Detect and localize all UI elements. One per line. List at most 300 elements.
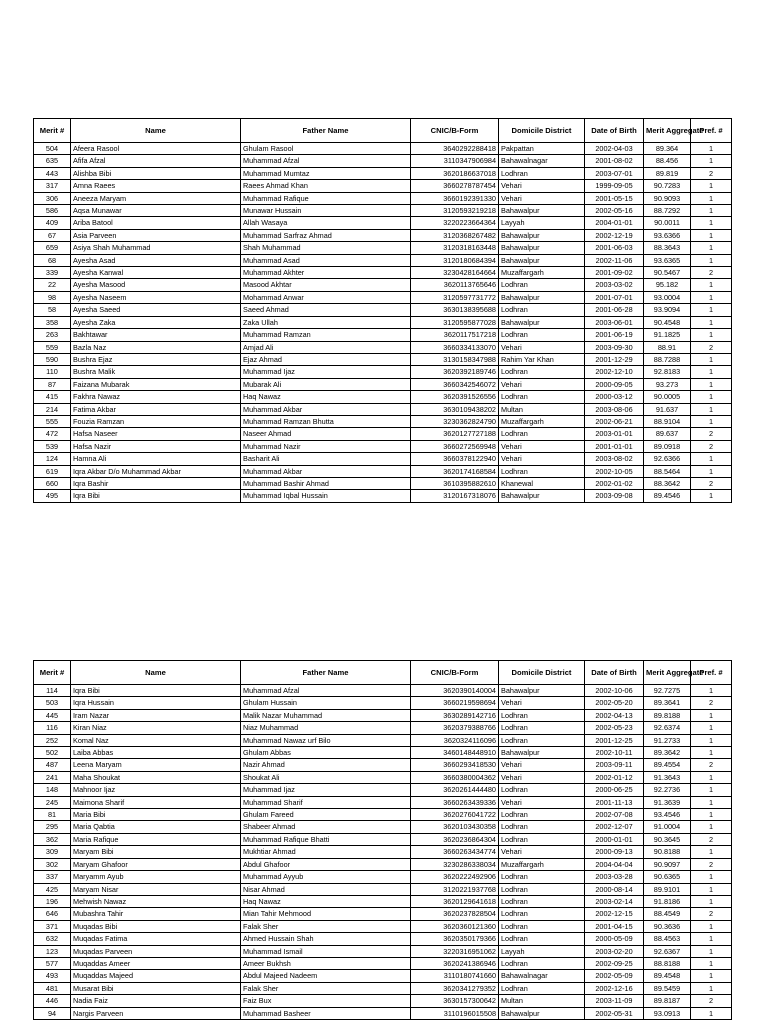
cell-merit-number: 586	[34, 205, 71, 217]
cell-merit-aggregate: 91.637	[644, 403, 691, 415]
table-row	[34, 970, 732, 982]
cell-merit-number: 148	[34, 784, 71, 796]
cell-preference: 1	[691, 685, 732, 697]
cell-domicile-district: Lodhran	[499, 982, 585, 994]
table-row	[34, 833, 732, 845]
cell-name: Ariba Batool	[71, 217, 241, 229]
column-header-merit-aggregate: Merit Aggregate	[644, 661, 691, 685]
cell-cnic: 3620390140004	[411, 685, 499, 697]
table-row	[34, 858, 732, 870]
cell-father-name: Raees Ahmad Khan	[241, 180, 411, 192]
cell-merit-aggregate: 88.5464	[644, 465, 691, 477]
cell-father-name: Muhammad Mumtaz	[241, 167, 411, 179]
cell-merit-aggregate: 89.5459	[644, 982, 691, 994]
cell-cnic: 3120180684394	[411, 254, 499, 266]
cell-cnic: 3220316951062	[411, 945, 499, 957]
cell-cnic: 3120221937768	[411, 883, 499, 895]
cell-name: Ayesha Naseem	[71, 291, 241, 303]
cell-date-of-birth: 2001-05-15	[585, 192, 644, 204]
cell-father-name: Ghulam Fareed	[241, 809, 411, 821]
cell-name: Maria Rafique	[71, 833, 241, 845]
table-row	[34, 477, 732, 489]
cell-name: Muqadas Bibi	[71, 920, 241, 932]
cell-name: Bazla Naz	[71, 341, 241, 353]
cell-father-name: Nisar Ahmad	[241, 883, 411, 895]
cell-preference: 2	[691, 341, 732, 353]
cell-date-of-birth: 2002-10-11	[585, 747, 644, 759]
cell-merit-number: 124	[34, 453, 71, 465]
cell-domicile-district: Bahawalpur	[499, 254, 585, 266]
cell-cnic: 3110180741660	[411, 970, 499, 982]
cell-date-of-birth: 2003-09-11	[585, 759, 644, 771]
cell-cnic: 3640292288418	[411, 143, 499, 155]
cell-cnic: 3620236864304	[411, 833, 499, 845]
cell-merit-aggregate: 90.9097	[644, 858, 691, 870]
cell-merit-aggregate: 93.0913	[644, 1007, 691, 1019]
cell-preference: 2	[691, 477, 732, 489]
cell-merit-aggregate: 93.6365	[644, 254, 691, 266]
table-row	[34, 796, 732, 808]
cell-name: Hamna Ali	[71, 453, 241, 465]
cell-father-name: Muhammad Basheer	[241, 1007, 411, 1019]
cell-merit-aggregate: 91.3643	[644, 771, 691, 783]
cell-merit-number: 116	[34, 722, 71, 734]
cell-merit-number: 445	[34, 709, 71, 721]
cell-merit-aggregate: 90.7283	[644, 180, 691, 192]
table-row	[34, 809, 732, 821]
cell-preference: 2	[691, 428, 732, 440]
cell-merit-number: 539	[34, 440, 71, 452]
cell-date-of-birth: 2000-05-09	[585, 933, 644, 945]
cell-father-name: Faiz Bux	[241, 995, 411, 1007]
table-row	[34, 933, 732, 945]
column-header-cnic: CNIC/B-Form	[411, 119, 499, 143]
cell-preference: 1	[691, 378, 732, 390]
table-row	[34, 279, 732, 291]
cell-merit-number: 339	[34, 267, 71, 279]
cell-domicile-district: Muzaffargarh	[499, 858, 585, 870]
cell-date-of-birth: 2001-12-25	[585, 734, 644, 746]
cell-merit-number: 302	[34, 858, 71, 870]
cell-father-name: Malik Nazar Muhammad	[241, 709, 411, 721]
cell-date-of-birth: 2003-06-01	[585, 316, 644, 328]
cell-father-name: Muhammad Ramzan	[241, 329, 411, 341]
cell-name: Muqadas Fatima	[71, 933, 241, 945]
cell-date-of-birth: 2003-09-30	[585, 341, 644, 353]
table-row	[34, 957, 732, 969]
cell-merit-aggregate: 89.9101	[644, 883, 691, 895]
cell-name: Amna Raees	[71, 180, 241, 192]
table-row	[34, 366, 732, 378]
cell-domicile-district: Bahawalpur	[499, 229, 585, 241]
cell-preference: 1	[691, 957, 732, 969]
cell-preference: 1	[691, 490, 732, 502]
cell-name: Iqra Akbar D/o Muhammad Akbar	[71, 465, 241, 477]
table-row	[34, 217, 732, 229]
cell-preference: 1	[691, 366, 732, 378]
cell-merit-aggregate: 88.4563	[644, 933, 691, 945]
cell-merit-aggregate: 89.4554	[644, 759, 691, 771]
cell-domicile-district: Lodhran	[499, 833, 585, 845]
cell-name: Leena Maryam	[71, 759, 241, 771]
cell-merit-aggregate: 89.8187	[644, 995, 691, 1007]
cell-date-of-birth: 2002-05-16	[585, 205, 644, 217]
cell-preference: 1	[691, 391, 732, 403]
cell-cnic: 3130158347988	[411, 353, 499, 365]
cell-merit-number: 446	[34, 995, 71, 1007]
cell-date-of-birth: 2003-08-06	[585, 403, 644, 415]
cell-date-of-birth: 2002-04-03	[585, 143, 644, 155]
cell-domicile-district: Layyah	[499, 217, 585, 229]
cell-cnic: 3630157300642	[411, 995, 499, 1007]
cell-merit-number: 504	[34, 143, 71, 155]
cell-name: Muqadas Parveen	[71, 945, 241, 957]
cell-preference: 1	[691, 871, 732, 883]
cell-merit-number: 58	[34, 304, 71, 316]
cell-merit-number: 22	[34, 279, 71, 291]
table-row	[34, 821, 732, 833]
cell-father-name: Muhammad Ijaz	[241, 784, 411, 796]
cell-merit-aggregate: 88.91	[644, 341, 691, 353]
cell-cnic: 3620222492906	[411, 871, 499, 883]
cell-merit-aggregate: 95.182	[644, 279, 691, 291]
cell-domicile-district: Vehari	[499, 453, 585, 465]
table-row	[34, 428, 732, 440]
cell-date-of-birth: 2001-06-03	[585, 242, 644, 254]
cell-father-name: Ejaz Ahmad	[241, 353, 411, 365]
cell-merit-number: 619	[34, 465, 71, 477]
cell-merit-number: 98	[34, 291, 71, 303]
cell-preference: 1	[691, 304, 732, 316]
cell-father-name: Muhammad Ijaz	[241, 366, 411, 378]
table-row	[34, 982, 732, 994]
cell-cnic: 3630109438202	[411, 403, 499, 415]
cell-domicile-district: Bahawalpur	[499, 1007, 585, 1019]
cell-cnic: 3660263434774	[411, 846, 499, 858]
table-row	[34, 895, 732, 907]
cell-date-of-birth: 2003-07-01	[585, 167, 644, 179]
cell-cnic: 3620237828504	[411, 908, 499, 920]
table-row	[34, 945, 732, 957]
cell-date-of-birth: 2002-12-07	[585, 821, 644, 833]
cell-name: Ayesha Masood	[71, 279, 241, 291]
cell-name: Fakhra Nawaz	[71, 391, 241, 403]
cell-merit-number: 81	[34, 809, 71, 821]
cell-date-of-birth: 1999-09-05	[585, 180, 644, 192]
cell-date-of-birth: 2000-01-01	[585, 833, 644, 845]
cell-merit-aggregate: 88.7288	[644, 353, 691, 365]
cell-preference: 2	[691, 908, 732, 920]
cell-name: Maryam Nisar	[71, 883, 241, 895]
cell-date-of-birth: 2001-09-02	[585, 267, 644, 279]
table-row	[34, 453, 732, 465]
cell-domicile-district: Lodhran	[499, 734, 585, 746]
cell-merit-aggregate: 93.273	[644, 378, 691, 390]
table-row	[34, 316, 732, 328]
cell-merit-aggregate: 92.7275	[644, 685, 691, 697]
cell-merit-number: 241	[34, 771, 71, 783]
cell-cnic: 3620127727188	[411, 428, 499, 440]
cell-merit-aggregate: 90.3636	[644, 920, 691, 932]
cell-name: Maryam Bibi	[71, 846, 241, 858]
cell-merit-aggregate: 90.3645	[644, 833, 691, 845]
cell-date-of-birth: 2000-09-05	[585, 378, 644, 390]
cell-merit-aggregate: 89.364	[644, 143, 691, 155]
cell-merit-number: 495	[34, 490, 71, 502]
cell-name: Ayesha Saeed	[71, 304, 241, 316]
cell-cnic: 3220223664364	[411, 217, 499, 229]
cell-domicile-district: Pakpattan	[499, 143, 585, 155]
cell-cnic: 3230362824790	[411, 415, 499, 427]
table-row	[34, 415, 732, 427]
cell-father-name: Niaz Muhammad	[241, 722, 411, 734]
cell-date-of-birth: 2002-12-19	[585, 229, 644, 241]
cell-domicile-district: Lodhran	[499, 167, 585, 179]
cell-domicile-district: Vehari	[499, 796, 585, 808]
cell-preference: 1	[691, 945, 732, 957]
cell-preference: 1	[691, 970, 732, 982]
cell-merit-number: 503	[34, 697, 71, 709]
cell-preference: 1	[691, 229, 732, 241]
cell-preference: 1	[691, 883, 732, 895]
cell-father-name: Muhammad Ayyub	[241, 871, 411, 883]
cell-date-of-birth: 2002-10-06	[585, 685, 644, 697]
cell-father-name: Falak Sher	[241, 920, 411, 932]
cell-domicile-district: Bahawalpur	[499, 316, 585, 328]
table-row	[34, 722, 732, 734]
cell-cnic: 3660278787454	[411, 180, 499, 192]
cell-domicile-district: Lodhran	[499, 391, 585, 403]
cell-name: Iqra Hussain	[71, 697, 241, 709]
cell-preference: 2	[691, 833, 732, 845]
table-row	[34, 759, 732, 771]
cell-cnic: 3660380004362	[411, 771, 499, 783]
cell-domicile-district: Lodhran	[499, 329, 585, 341]
cell-cnic: 3620391526556	[411, 391, 499, 403]
cell-cnic: 3620261444480	[411, 784, 499, 796]
cell-father-name: Muhammad Rafique Bhatti	[241, 833, 411, 845]
cell-father-name: Ahmed Hussain Shah	[241, 933, 411, 945]
cell-father-name: Shabeer Ahmad	[241, 821, 411, 833]
cell-name: Maryamm Ayub	[71, 871, 241, 883]
table-header	[34, 661, 732, 685]
cell-father-name: Shoukat Ali	[241, 771, 411, 783]
cell-merit-number: 67	[34, 229, 71, 241]
cell-name: Bakhtawar	[71, 329, 241, 341]
cell-merit-aggregate: 90.6365	[644, 871, 691, 883]
cell-name: Iqra Bibi	[71, 685, 241, 697]
cell-merit-aggregate: 90.0005	[644, 391, 691, 403]
cell-father-name: Ghulam Rasool	[241, 143, 411, 155]
cell-cnic: 3630138395688	[411, 304, 499, 316]
cell-merit-number: 317	[34, 180, 71, 192]
cell-cnic: 3120318163448	[411, 242, 499, 254]
cell-domicile-district: Vehari	[499, 759, 585, 771]
cell-date-of-birth: 2000-03-12	[585, 391, 644, 403]
table-row	[34, 242, 732, 254]
cell-merit-aggregate: 91.3639	[644, 796, 691, 808]
cell-father-name: Mukhtiar Ahmad	[241, 846, 411, 858]
cell-merit-aggregate: 92.8183	[644, 366, 691, 378]
cell-father-name: Muhammad Afzal	[241, 685, 411, 697]
cell-merit-aggregate: 90.9093	[644, 192, 691, 204]
cell-merit-number: 443	[34, 167, 71, 179]
cell-preference: 1	[691, 821, 732, 833]
cell-cnic: 3660342546072	[411, 378, 499, 390]
cell-cnic: 3620379388766	[411, 722, 499, 734]
cell-merit-number: 425	[34, 883, 71, 895]
cell-domicile-district: Multan	[499, 403, 585, 415]
cell-merit-aggregate: 90.0011	[644, 217, 691, 229]
table-row	[34, 403, 732, 415]
cell-domicile-district: Lodhran	[499, 366, 585, 378]
cell-date-of-birth: 2002-04-13	[585, 709, 644, 721]
column-header-date-of-birth: Date of Birth	[585, 119, 644, 143]
cell-cnic: 3660334133070	[411, 341, 499, 353]
cell-cnic: 3660192391330	[411, 192, 499, 204]
cell-name: Mahnoor Ijaz	[71, 784, 241, 796]
table-row	[34, 490, 732, 502]
cell-cnic: 3610395882610	[411, 477, 499, 489]
table-row	[34, 291, 732, 303]
cell-cnic: 3120167318076	[411, 490, 499, 502]
cell-cnic: 3110196015508	[411, 1007, 499, 1019]
table-row	[34, 871, 732, 883]
cell-merit-aggregate: 89.0918	[644, 440, 691, 452]
table-row	[34, 341, 732, 353]
cell-name: Afifa Afzal	[71, 155, 241, 167]
cell-preference: 1	[691, 920, 732, 932]
cell-domicile-district: Lodhran	[499, 809, 585, 821]
cell-date-of-birth: 2004-01-01	[585, 217, 644, 229]
cell-preference: 1	[691, 205, 732, 217]
cell-father-name: Muhammad Akhter	[241, 267, 411, 279]
cell-father-name: Munawar Hussain	[241, 205, 411, 217]
table-row	[34, 180, 732, 192]
cell-cnic: 3620117517218	[411, 329, 499, 341]
table-row	[34, 353, 732, 365]
cell-father-name: Shah Muhammad	[241, 242, 411, 254]
cell-preference: 1	[691, 415, 732, 427]
cell-domicile-district: Lodhran	[499, 428, 585, 440]
column-header-merit-number: Merit #	[34, 119, 71, 143]
cell-merit-number: 309	[34, 846, 71, 858]
cell-preference: 2	[691, 167, 732, 179]
cell-father-name: Naseer Ahmad	[241, 428, 411, 440]
cell-father-name: Haq Nawaz	[241, 895, 411, 907]
cell-cnic: 3120368267482	[411, 229, 499, 241]
cell-father-name: Mohammad Anwar	[241, 291, 411, 303]
cell-name: Iram Nazar	[71, 709, 241, 721]
cell-father-name: Masood Akhtar	[241, 279, 411, 291]
cell-domicile-district: Lodhran	[499, 465, 585, 477]
cell-name: Hafsa Naseer	[71, 428, 241, 440]
cell-preference: 1	[691, 1007, 732, 1019]
cell-merit-number: 493	[34, 970, 71, 982]
table-row	[34, 254, 732, 266]
cell-name: Maha Shoukat	[71, 771, 241, 783]
cell-domicile-district: Lodhran	[499, 279, 585, 291]
cell-merit-aggregate: 88.456	[644, 155, 691, 167]
cell-name: Aneeza Maryam	[71, 192, 241, 204]
cell-father-name: Haq Nawaz	[241, 391, 411, 403]
cell-date-of-birth: 2002-05-23	[585, 722, 644, 734]
cell-domicile-district: Vehari	[499, 192, 585, 204]
cell-father-name: Zaka Ullah	[241, 316, 411, 328]
cell-domicile-district: Lodhran	[499, 304, 585, 316]
cell-merit-aggregate: 90.4548	[644, 316, 691, 328]
cell-domicile-district: Multan	[499, 995, 585, 1007]
cell-preference: 1	[691, 254, 732, 266]
cell-merit-number: 409	[34, 217, 71, 229]
cell-father-name: Muhammad Nazir	[241, 440, 411, 452]
cell-merit-number: 337	[34, 871, 71, 883]
cell-merit-aggregate: 90.5467	[644, 267, 691, 279]
cell-cnic: 3620129641618	[411, 895, 499, 907]
cell-name: Iqra Bibi	[71, 490, 241, 502]
cell-date-of-birth: 2001-08-02	[585, 155, 644, 167]
cell-father-name: Muhammad Bashir Ahmad	[241, 477, 411, 489]
cell-preference: 2	[691, 697, 732, 709]
merit-table-2	[33, 660, 732, 1020]
cell-merit-number: 263	[34, 329, 71, 341]
cell-merit-aggregate: 92.6366	[644, 453, 691, 465]
cell-cnic: 3460148448910	[411, 747, 499, 759]
cell-cnic: 3620113765646	[411, 279, 499, 291]
cell-father-name: Muhammad Rafique	[241, 192, 411, 204]
cell-father-name: Muhammad Sarfraz Ahmad	[241, 229, 411, 241]
cell-preference: 2	[691, 759, 732, 771]
cell-preference: 1	[691, 465, 732, 477]
cell-name: Asiya Shah Muhammad	[71, 242, 241, 254]
cell-cnic: 3620186637018	[411, 167, 499, 179]
cell-name: Fouzia Ramzan	[71, 415, 241, 427]
cell-date-of-birth: 2002-10-05	[585, 465, 644, 477]
cell-cnic: 3620392189746	[411, 366, 499, 378]
cell-merit-number: 415	[34, 391, 71, 403]
cell-cnic: 3110347906984	[411, 155, 499, 167]
table-row	[34, 378, 732, 390]
cell-merit-number: 371	[34, 920, 71, 932]
cell-preference: 1	[691, 180, 732, 192]
cell-domicile-district: Lodhran	[499, 821, 585, 833]
cell-preference: 1	[691, 709, 732, 721]
cell-merit-number: 632	[34, 933, 71, 945]
cell-merit-aggregate: 89.3641	[644, 697, 691, 709]
cell-date-of-birth: 2001-07-01	[585, 291, 644, 303]
cell-preference: 2	[691, 440, 732, 452]
cell-name: Kiran Niaz	[71, 722, 241, 734]
cell-domicile-district: Vehari	[499, 378, 585, 390]
table-row	[34, 883, 732, 895]
cell-domicile-district: Khanewal	[499, 477, 585, 489]
cell-name: Maimona Sharif	[71, 796, 241, 808]
cell-date-of-birth: 2002-05-20	[585, 697, 644, 709]
cell-date-of-birth: 2001-06-28	[585, 304, 644, 316]
cell-preference: 1	[691, 279, 732, 291]
cell-preference: 1	[691, 809, 732, 821]
cell-name: Maryam Ghafoor	[71, 858, 241, 870]
column-header-preference: Pref. #	[691, 119, 732, 143]
table-header	[34, 119, 732, 143]
cell-merit-number: 660	[34, 477, 71, 489]
cell-father-name: Ghulam Abbas	[241, 747, 411, 759]
cell-date-of-birth: 2003-01-01	[585, 428, 644, 440]
cell-merit-aggregate: 88.8188	[644, 957, 691, 969]
cell-domicile-district: Muzaffargarh	[499, 267, 585, 279]
cell-preference: 1	[691, 846, 732, 858]
cell-date-of-birth: 2002-05-09	[585, 970, 644, 982]
